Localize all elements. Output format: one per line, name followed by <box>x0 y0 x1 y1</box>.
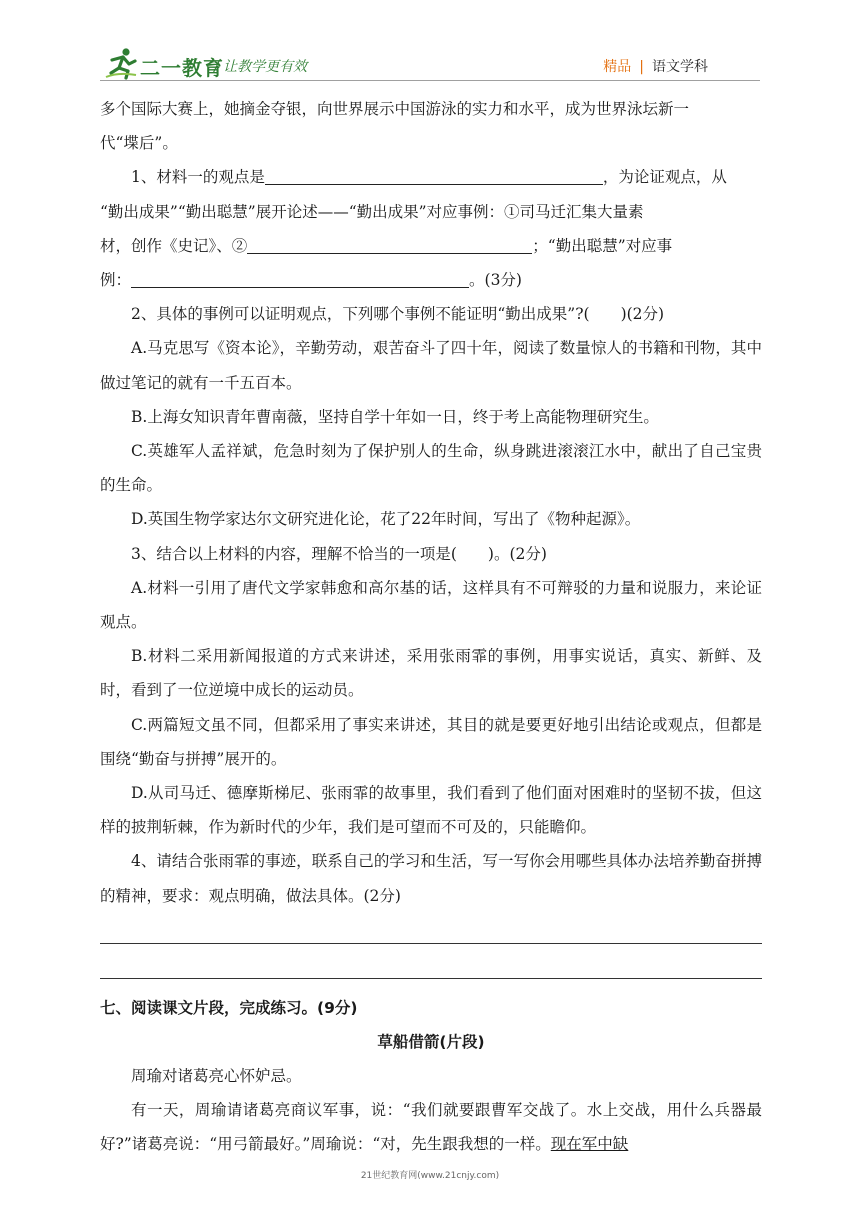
question-2-option-b: B.上海女知识青年曹南薇，坚持自学十年如一日，终于考上高能物理研究生。 <box>131 407 659 426</box>
question-1-part-f: 例： <box>100 271 132 290</box>
question-1 <box>100 160 762 297</box>
document-body <box>100 92 762 1161</box>
page-header <box>0 0 860 90</box>
passage-paragraph-2-text: 有一天，周瑜请诸葛亮商议军事，说：“我们就要跟曹军交战了。水上交战，用什么兵器最好?”诸葛亮说：“用弓箭最好。”周瑜说：“对，先生跟我想的一样。 <box>100 1101 762 1154</box>
question-3-option-a: A.材料一引用了唐代文学家韩愈和高尔基的话，这样具有不可辩驳的力量和说服力，来论证观点。 <box>100 578 762 632</box>
answer-blank-2[interactable] <box>247 235 532 254</box>
page-footer: 21世纪教育网(www.21cnjy.com) <box>360 1171 500 1181</box>
question-2: 2、具体的事例可以证明观点，下列哪个事例不能证明“勤出成果”?( )(2分) <box>131 305 665 324</box>
question-3-option-d: D.从司马迁、德摩斯梯尼、张雨霏的故事里，我们看到了他们面对困难时的坚韧不拔，但这样的披荆斩棘，作为新时代的少年，我们是可望而不可及的，只能瞻仰。 <box>100 784 762 837</box>
question-1-part-d: 材，创作《史记》、② <box>100 236 248 255</box>
section-7-heading: 七、阅读课文片段，完成练习。(9分) <box>100 998 358 1017</box>
passage-paragraph-1: 周瑜对诸葛亮心怀妒忌。 <box>131 1066 302 1085</box>
passage-paragraph-2 <box>100 1093 762 1161</box>
question-1-part-e: ；“勤出聪慧”对应事 <box>532 236 673 255</box>
question-2-option-a: A.马克思写《资本论》，辛勤劳动，艰苦奋斗了四十年，阅读了数量惊人的书籍和刊物，其中做过笔记的就有一千五百本。 <box>100 339 762 392</box>
logo-text: 二一教育 <box>140 56 224 80</box>
answer-line-1[interactable] <box>100 943 762 944</box>
answer-line-2[interactable] <box>100 978 762 979</box>
question-1-part-a: 1、材料一的观点是 <box>131 168 265 187</box>
question-4: 4、请结合张雨霏的事迹，联系自己的学习和生活，写一写你会用哪些具体办法培养勤奋拼搏的精神，要求：观点明确，做法具体。(2分) <box>100 852 762 905</box>
header-separator: | <box>639 59 644 75</box>
answer-blank-1[interactable] <box>265 166 603 185</box>
question-3: 3、结合以上材料的内容，理解不恰当的一项是( )。(2分) <box>131 544 547 563</box>
question-2-option-d: D.英国生物学家达尔文研究进化论，花了22年时间，写出了《物种起源》。 <box>131 510 641 529</box>
question-3-option-b: B.材料二采用新闻报道的方式来讲述，采用张雨霏的事例，用事实说话，真实、新鲜、及时，看到了一位逆境中成长的运动员。 <box>100 647 762 700</box>
subject-label: 语文学科 <box>652 59 708 75</box>
question-1-part-b: ，为论证观点，从 <box>602 168 727 187</box>
header-divider <box>100 80 760 81</box>
passage-title: 草船借箭(片段) <box>377 1032 485 1051</box>
slogan: / 让教学更有效 <box>214 59 308 75</box>
premium-label: 精品 <box>603 59 632 75</box>
question-1-part-g: 。(3分) <box>469 271 522 290</box>
continued-line-1: 多个国际大赛上，她摘金夺银，向世界展示中国游泳的实力和水平，成为世界泳坛新一 <box>100 100 690 118</box>
question-2-option-c: C.英雄军人孟祥斌，危急时刻为了保护别人的生命，纵身跳进滚滚江水中，献出了自己宝贵的生命。 <box>100 442 762 495</box>
continued-paragraph <box>100 92 762 160</box>
continued-line-2: 代“堞后”。 <box>100 134 178 153</box>
running-person-logo-icon <box>104 46 138 80</box>
header-right <box>603 56 708 76</box>
question-3-option-c: C.两篇短文虽不同，但都采用了事实来讲述，其目的就是要更好地引出结论或观点，但都是围绕“勤奋与拼搏”展开的。 <box>100 715 762 768</box>
question-1-part-c: “勤出成果”“勤出聪慧”展开论述——“勤出成果”对应事例：①司马迁汇集大量素 <box>100 202 644 221</box>
underlined-passage-text: 现在军中缺 <box>550 1135 629 1154</box>
answer-blank-3[interactable] <box>131 269 469 288</box>
